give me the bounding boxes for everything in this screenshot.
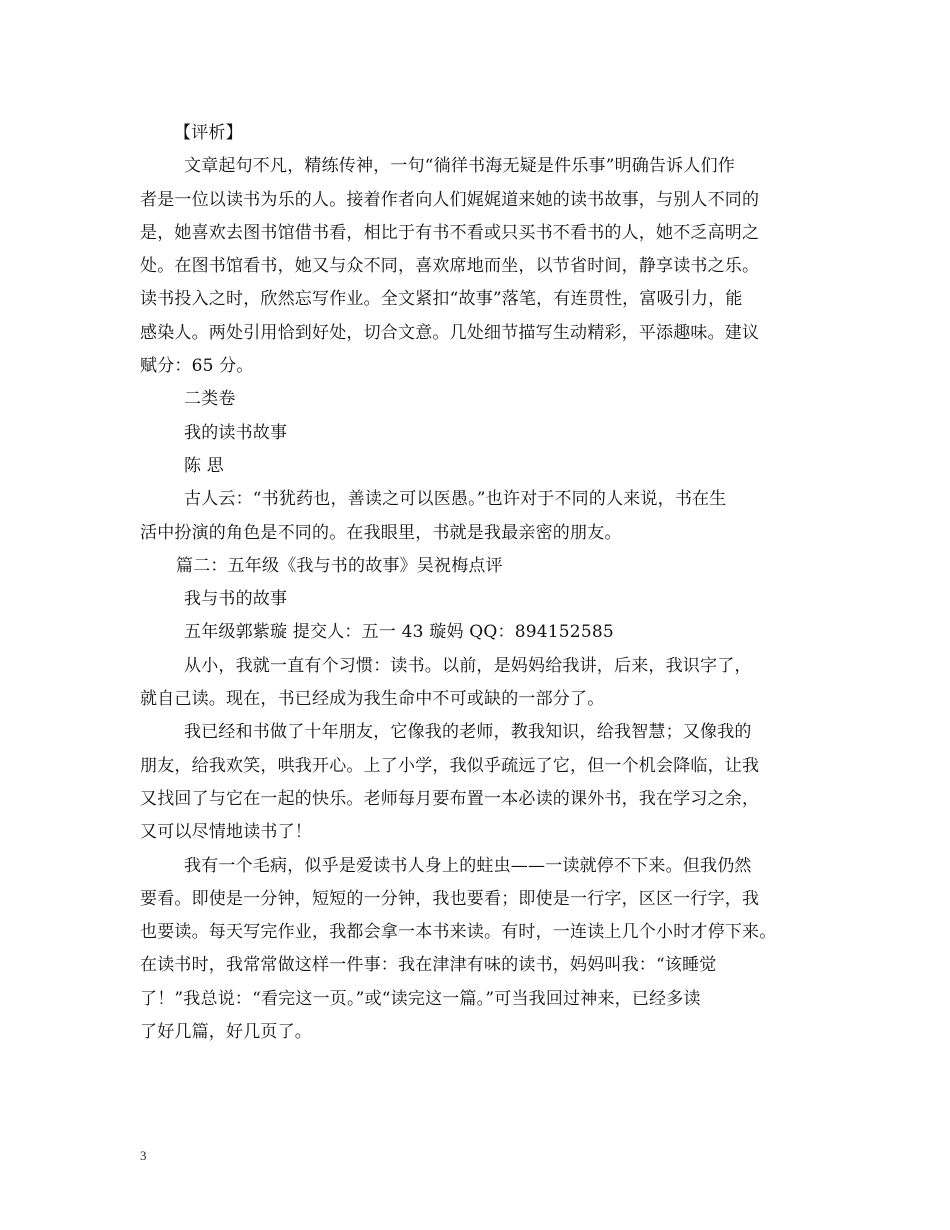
paragraph-line: 活中扮演的角色是不同的。在我眼里，书就是我最亲密的朋友。 bbox=[140, 522, 622, 543]
paragraph-line: 我已经和书做了十年朋友，它像我的老师，教我知识，给我智慧；又像我的 bbox=[184, 722, 752, 743]
essay-byline: 五年级郭紫璇 提交人：五一 43 璇妈 QQ：894152585 bbox=[184, 622, 614, 643]
paragraph-line: 在读书时，我常常做这样一件事：我在津津有味的读书，妈妈叫我：“该睡觉 bbox=[140, 955, 717, 976]
paragraph-line: 又找回了与它在一起的快乐。老师每月要布置一本必读的课外书，我在学习之余， bbox=[140, 788, 760, 809]
page-number: 3 bbox=[140, 1148, 147, 1163]
essay-author: 陈 思 bbox=[184, 455, 225, 476]
paragraph-line: 处。在图书馆看书，她又与众不同，喜欢席地而坐，以节省时间，静享读书之乐。 bbox=[140, 256, 760, 277]
paragraph-line: 要看。即使是一分钟，短短的一分钟，我也要看；即使是一行字，区区一行字，我 bbox=[140, 888, 760, 909]
paragraph-line: 我有一个毛病，似乎是爱读书人身上的蛀虫——一读就停不下来。但我仍然 bbox=[184, 855, 752, 876]
essay-title: 我的读书故事 bbox=[184, 422, 288, 443]
paragraph-line: 了！”我总说：“看完这一页。”或“读完这一篇。”可当我回过神来，已经多读 bbox=[140, 988, 701, 1009]
paragraph-line: 者是一位以读书为乐的人。接着作者向人们娓娓道来她的读书故事，与别人不同的 bbox=[140, 189, 760, 210]
paragraph-line: 了好几篇，好几页了。 bbox=[140, 1022, 312, 1043]
paragraph-line: 从小，我就一直有个习惯：读书。以前，是妈妈给我讲，后来，我识字了， bbox=[184, 655, 752, 676]
paragraph-line: 文章起句不凡，精练传神，一句“徜徉书海无疑是件乐事”明确告诉人们作 bbox=[184, 156, 735, 177]
section-heading-part-two: 篇二：五年级《我与书的故事》吴祝梅点评 bbox=[176, 555, 503, 576]
paragraph-line: 又可以尽情地读书了！ bbox=[140, 822, 312, 843]
essay-title: 我与书的故事 bbox=[184, 589, 288, 610]
section-heading-review: 【评析】 bbox=[174, 123, 243, 143]
paragraph-line: 读书投入之时，欣然忘写作业。全文紧扣“故事”落笔，有连贯性，富吸引力，能 bbox=[140, 289, 743, 310]
paragraph-line: 就自己读。现在，书已经成为我生命中不可或缺的一部分了。 bbox=[140, 689, 605, 710]
paragraph-line: 朋友，给我欢笑，哄我开心。上了小学，我似乎疏远了它，但一个机会降临，让我 bbox=[140, 755, 760, 776]
document-body bbox=[140, 117, 812, 1049]
paragraph-line: 也要读。每天写完作业，我都会拿一本书来读。有时，一连读上几个小时才停下来。 bbox=[140, 922, 777, 943]
paragraph-line: 赋分：65 分。 bbox=[140, 356, 254, 377]
category-label: 二类卷 bbox=[184, 389, 236, 410]
paragraph-line: 是，她喜欢去图书馆借书看，相比于有书不看或只买书不看书的人，她不乏高明之 bbox=[140, 222, 760, 243]
paragraph-line: 感染人。两处引用恰到好处，切合文意。几处细节描写生动精彩，平添趣味。建议 bbox=[140, 322, 760, 343]
paragraph-line: 古人云：“书犹药也，善读之可以医愚。”也许对于不同的人来说，书在生 bbox=[184, 489, 727, 510]
